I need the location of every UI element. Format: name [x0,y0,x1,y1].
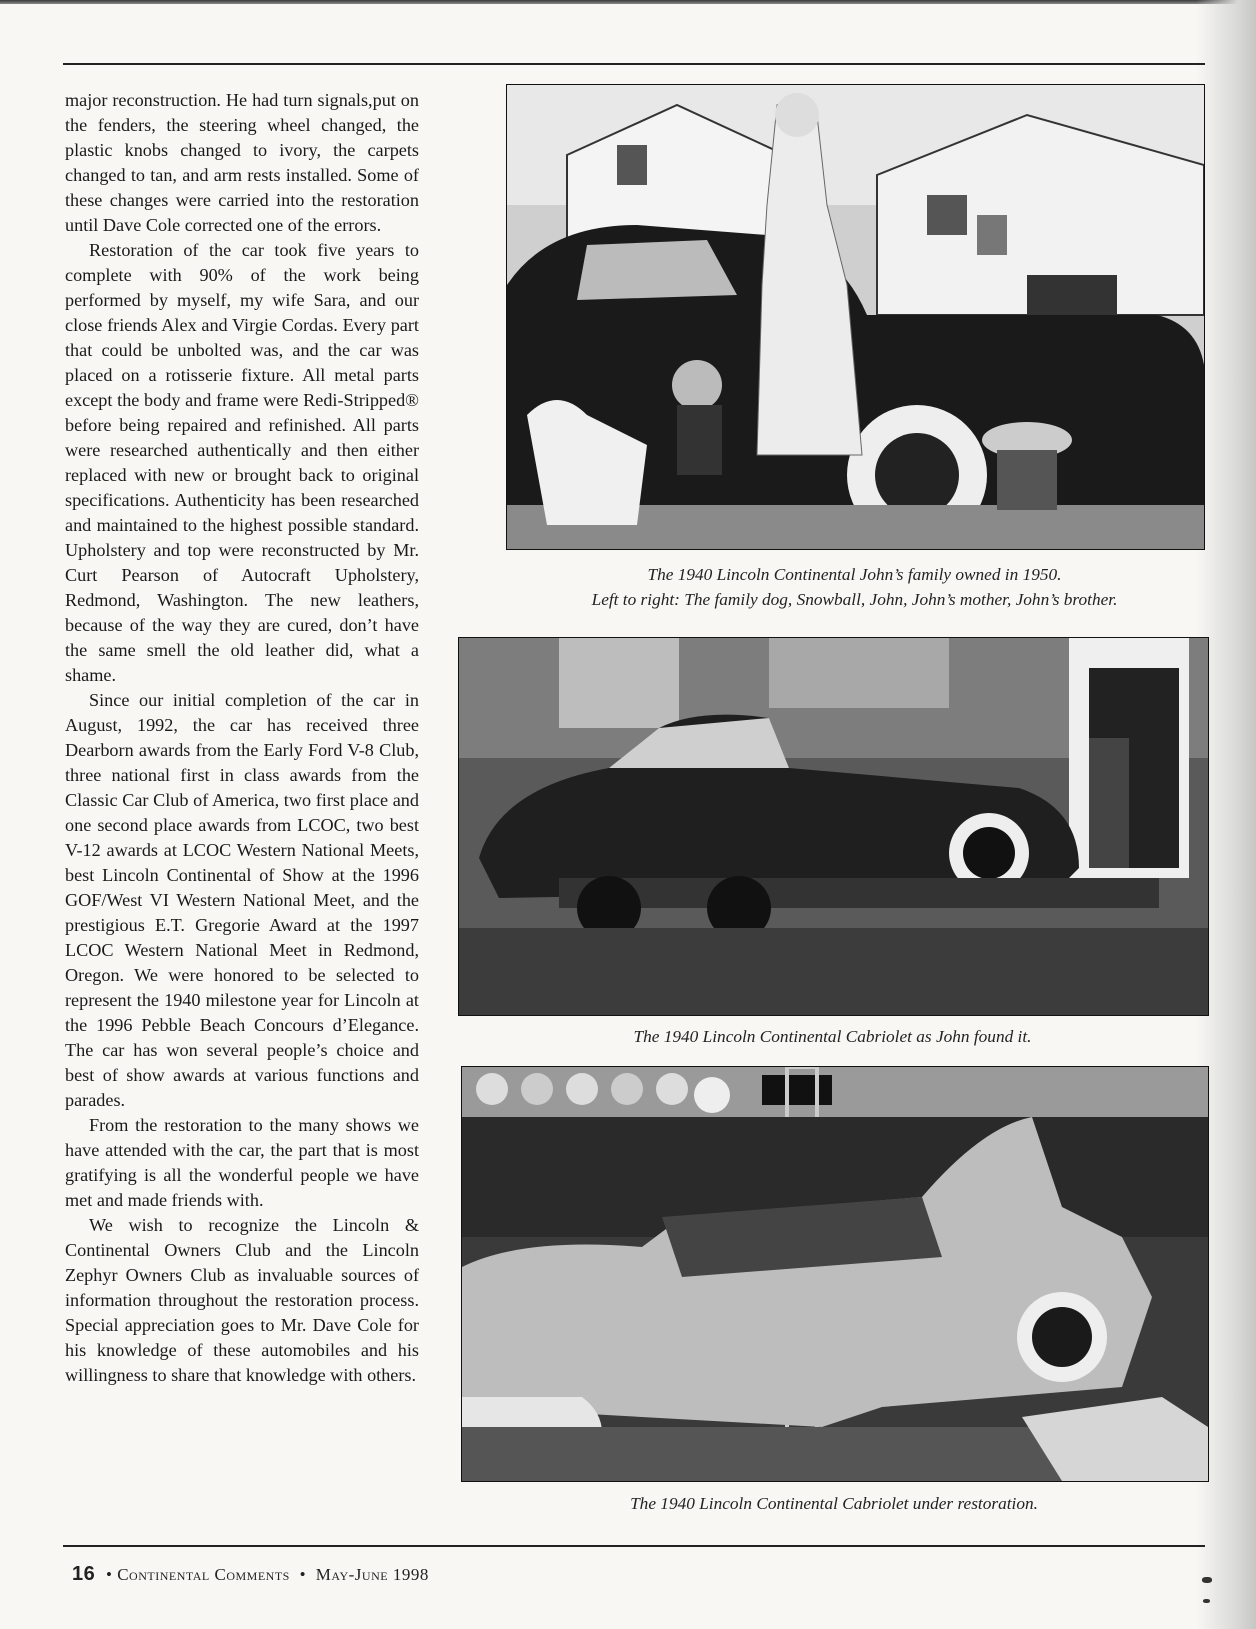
footer-bullet: • [106,1565,113,1584]
photo-caption [506,562,1203,612]
article-paragraph: Since our initial completion of the car in August, 1992, the car has received three Dearborn awards from the Early Ford V-8 Club, three national first in class awards from the Classic Car Club of America, two first place and one second place awards from LCOC, two best V-12 awards at LCOC Western National Meets, best Lincoln Continental of Show at the 1996 GOF/West VI Western National Meet, and the prestigious E.T. Gregorie Award at the 1997 LCOC Western National Meet in Redmond, Oregon. We were honored to be selected to represent the 1940 milestone year for Lincoln at the 1996 Pebble Beach Concours d’Elegance. The car has won several people’s choice and best of show awards at various functions and parades. [65,690,419,1110]
scan-speck [1203,1599,1210,1603]
issue-date: May-June 1998 [315,1565,429,1584]
caption-line: The 1940 Lincoln Continental John’s family owned in 1950. [647,565,1062,584]
photo-cabriolet-under-restoration [461,1066,1209,1482]
page-footer [72,1563,429,1586]
scan-top-edge [0,0,1256,4]
footer-rule [63,1545,1205,1547]
photo-caption [458,1024,1207,1049]
photo-cabriolet-as-found [458,637,1209,1016]
page-number: 16 [72,1563,96,1585]
caption-line: The 1940 Lincoln Continental Cabriolet as John found it. [633,1027,1032,1046]
article-paragraph: Restoration of the car took five years to complete with 90% of the work being performed by myself, my wife Sara, and our close friends Alex and Virgie Cordas. Every part that could be unbolted was, and the car was placed on a rotisserie fixture. All metal parts except the body and frame were Redi-Stripped® before being repaired and refinished. All parts were researched authentically and then either replaced with new or brought back to original specifications. Authenticity has been researched and maintained to the highest possible standard. Upholstery and top were reconstructed by Mr. Curt Pearson of Autocraft Upholstery, Redmond, Washington. The new leathers, because of the way they are cured, don’t have the same smell the old leather did, what a shame. [65,240,419,685]
article-paragraph: We wish to recognize the Lincoln & Continental Owners Club and the Lincoln Zephyr Owners Club as invaluable sources of information throughout the restoration process. Special appreciation goes to Mr. Dave Cole for his knowledge of these automobiles and his willingness to share that knowledge with others. [65,1215,419,1385]
article-paragraph: From the restoration to the many shows we have attended with the car, the part that is most gratifying is all the wonderful people we have met and made friends with. [65,1115,419,1210]
publication-name: Continental Comments [117,1565,290,1584]
header-rule [63,63,1205,65]
photo-caption [461,1491,1207,1516]
caption-line: The 1940 Lincoln Continental Cabriolet under restoration. [630,1494,1038,1513]
caption-line: Left to right: The family dog, Snowball, John, John’s mother, John’s brother. [591,590,1118,609]
scan-speck [1202,1577,1212,1583]
article-body [65,88,419,1388]
article-paragraph: major reconstruction. He had turn signals,put on the fenders, the steering wheel changed, the plastic knobs changed to ivory, the carpets changed to tan, and arm rests installed. Some of these changes were carried into the restoration until Dave Cole corrected one of the errors. [65,90,419,235]
footer-bullet: • [299,1565,307,1584]
photo-family-with-car [506,84,1205,550]
